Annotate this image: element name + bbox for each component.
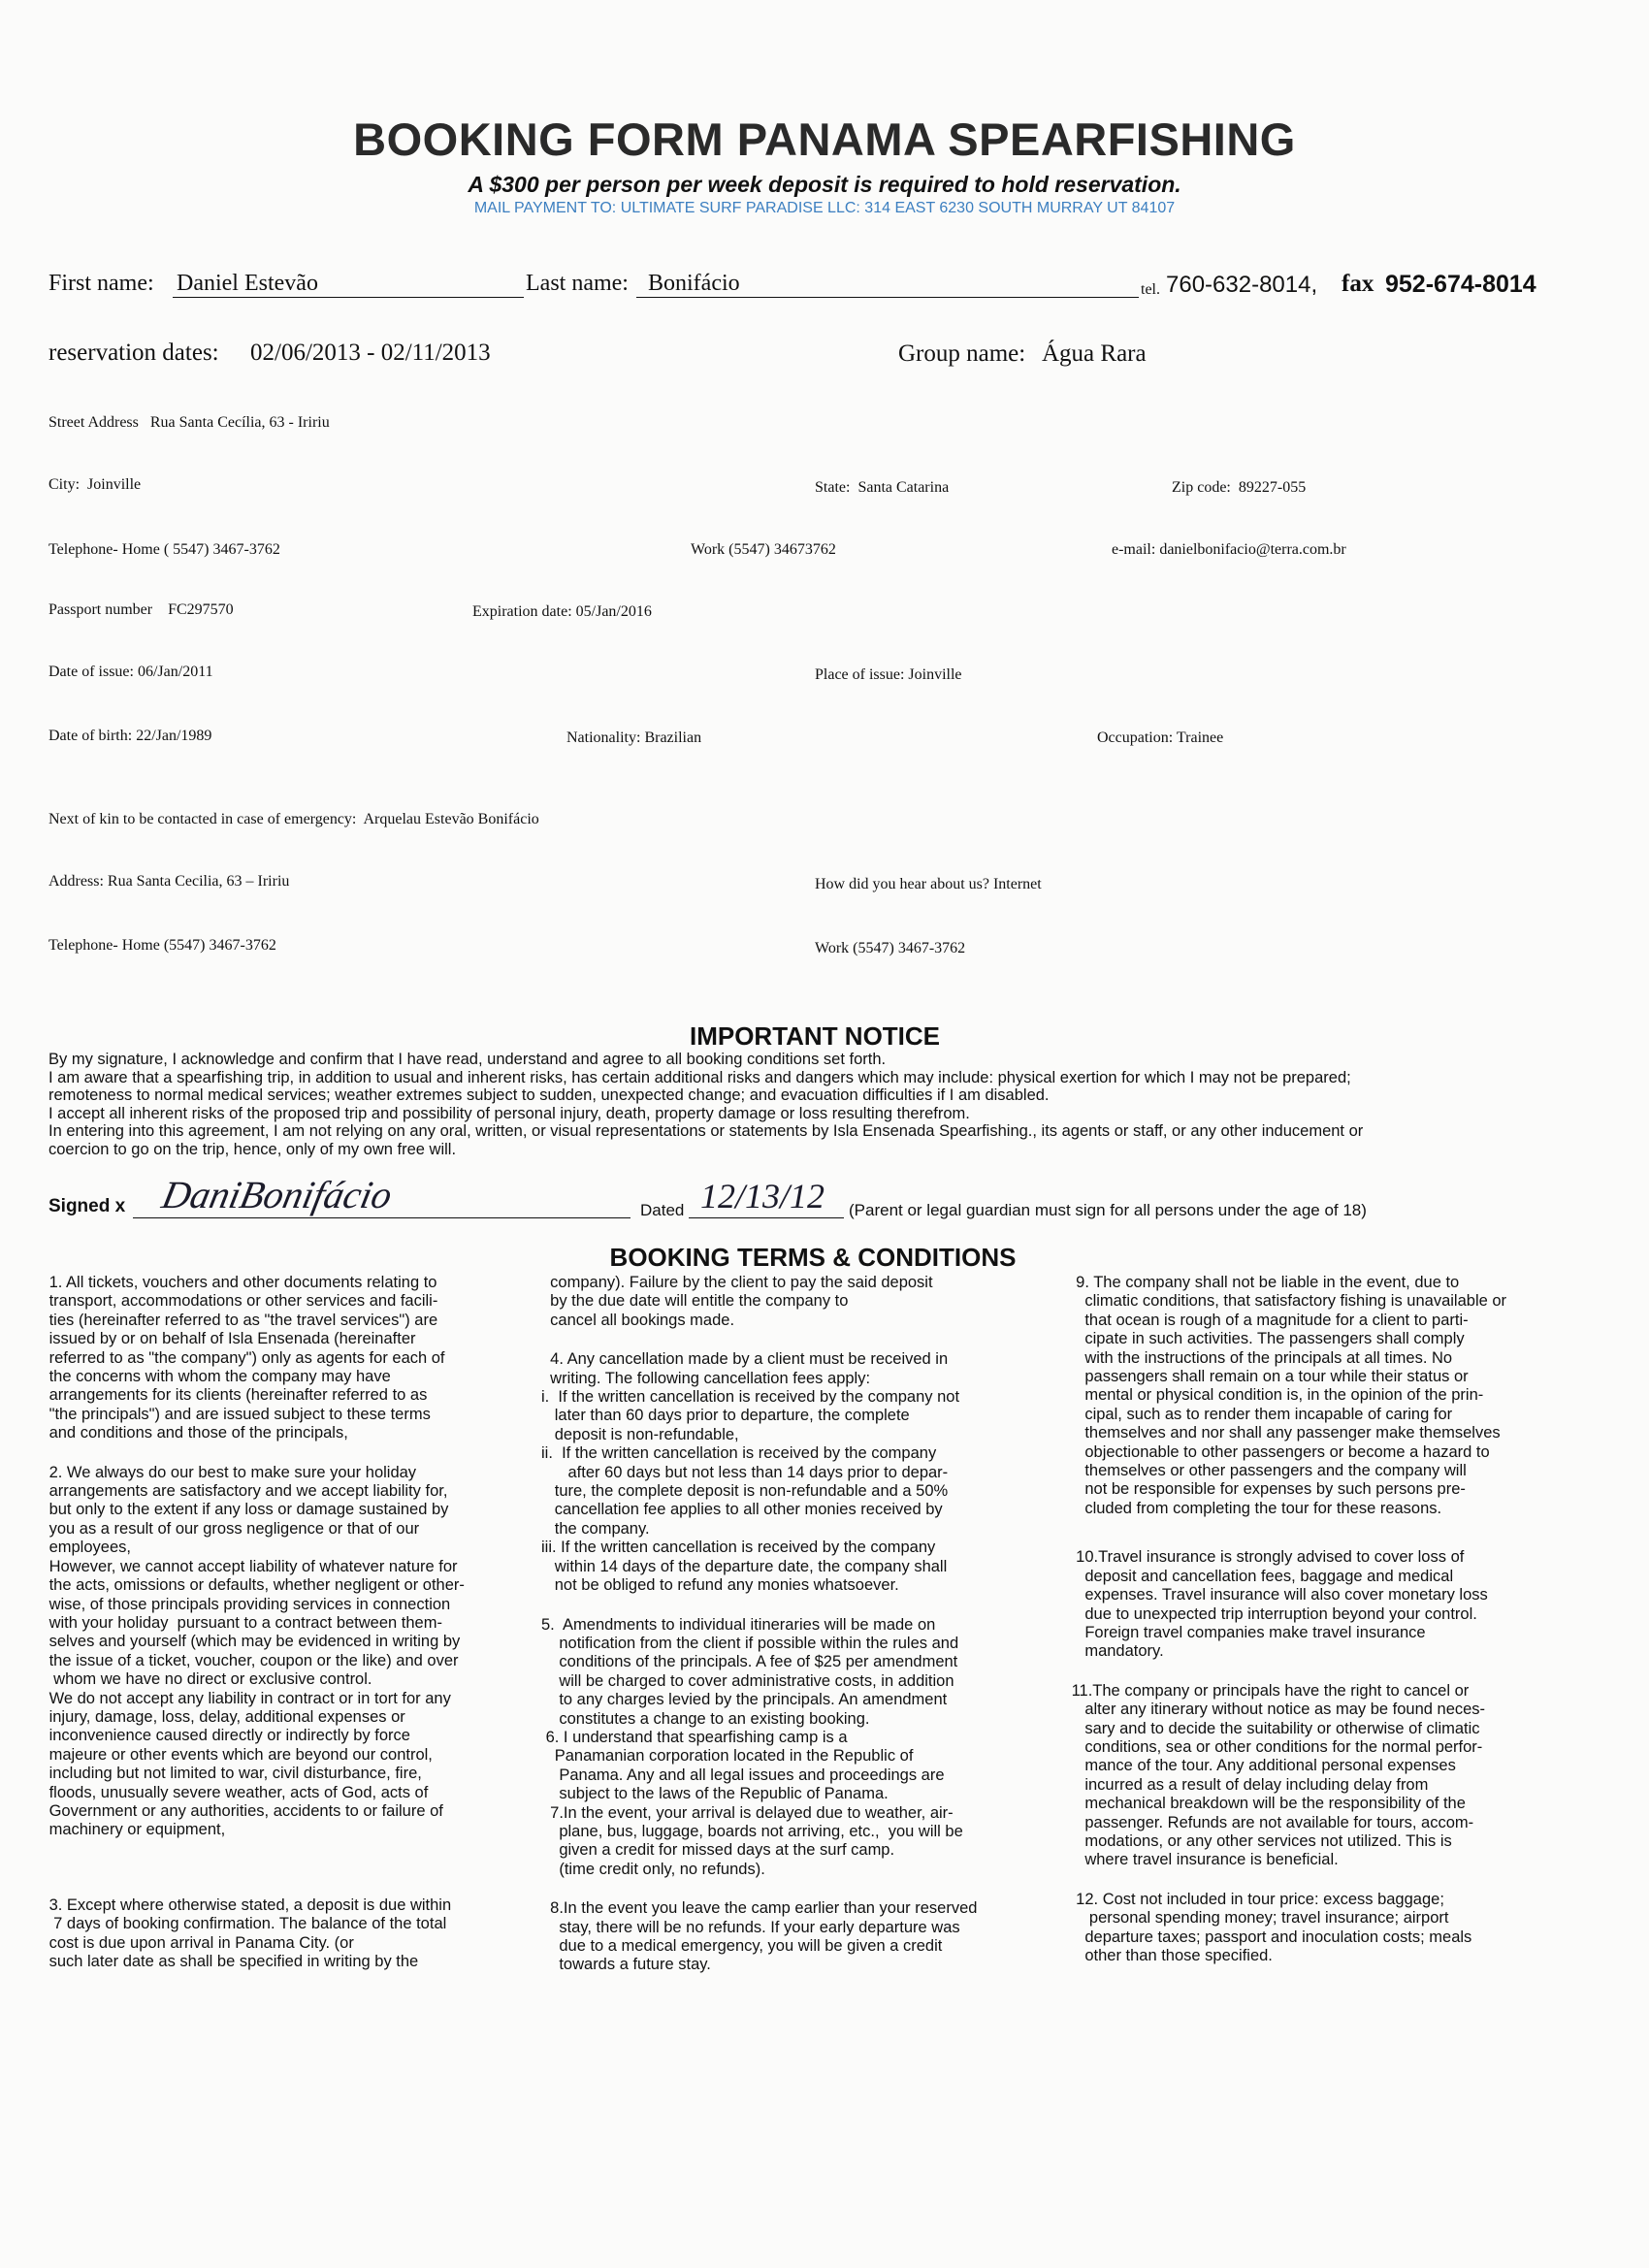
- issue-date-value: 06/Jan/2011: [137, 664, 213, 680]
- term-line: the acts, omissions or defaults, whether negligent or other-: [45, 1576, 465, 1595]
- state-row: [815, 479, 949, 497]
- first-name-label: First name:: [48, 271, 154, 296]
- term-line: given a credit for missed days at the surf camp.: [541, 1841, 895, 1860]
- term-line: majeure or other events which are beyond our control,: [45, 1745, 433, 1764]
- term-line: Government or any authorities, accidents to or failure of: [45, 1801, 443, 1820]
- work-phone-value: (5547) 34673762: [728, 541, 836, 558]
- term-line: sary and to decide the suitability or otherwise of climatic: [1067, 1719, 1480, 1737]
- term-line: machinery or equipment,: [45, 1821, 226, 1839]
- term-4: [541, 1350, 977, 1595]
- email-row: [1112, 541, 1346, 559]
- kin-address-label: Address:: [48, 873, 104, 890]
- home-phone-label: Telephone- Home: [48, 541, 160, 558]
- term-10: [1067, 1548, 1506, 1661]
- occupation-label: Occupation:: [1097, 729, 1174, 746]
- term-line: 5. Amendments to individual itineraries will be made on: [541, 1615, 936, 1634]
- kin-work-phone-label: Work: [815, 940, 850, 956]
- term-line: within 14 days of the departure date, the company shall: [541, 1557, 948, 1575]
- term-line: "the principals") and are issued subject to these terms: [45, 1405, 431, 1423]
- term-line: climatic conditions, that satisfactory fishing is unavailable or: [1067, 1292, 1507, 1311]
- kin-work-phone-row: [815, 940, 965, 957]
- term-line: stay, there will be no refunds. If your early departure was: [541, 1918, 960, 1936]
- term-line: referred to as "the company") only as agents for each of: [45, 1348, 445, 1367]
- city-value: Joinville: [87, 476, 142, 493]
- issue-place-value: Joinville: [908, 666, 962, 683]
- term-line: mandatory.: [1067, 1642, 1164, 1661]
- term-line: Panama. Any and all legal issues and proceedings are: [541, 1766, 945, 1784]
- kin-work-phone-value: (5547) 3467-3762: [853, 940, 966, 956]
- term-line: cipate in such activities. The passengers shall comply: [1067, 1330, 1465, 1348]
- reservation-dates: 02/06/2013 - 02/11/2013: [250, 340, 491, 366]
- kin-home-phone-value: (5547) 3467-3762: [163, 937, 276, 954]
- term-line: not be responsible for expenses by such persons pre-: [1067, 1480, 1466, 1499]
- term-line: other than those specified.: [1067, 1947, 1273, 1964]
- email-value: danielbonifacio@terra.com.br: [1159, 541, 1346, 558]
- city-row: [48, 476, 141, 494]
- term-line: 1. All tickets, vouchers and other documents relating to: [45, 1274, 437, 1291]
- term-line: injury, damage, loss, delay, additional expenses or: [45, 1707, 405, 1726]
- last-name-label: Last name:: [526, 271, 629, 296]
- terms-column-1: [45, 1274, 465, 1989]
- term-line: 12. Cost not included in tour price: excess baggage;: [1067, 1890, 1444, 1908]
- important-notice-text: [48, 1051, 1363, 1158]
- term-line: alter any itinerary without notice as may be found neces-: [1067, 1701, 1486, 1719]
- work-phone-label: Work: [691, 541, 726, 558]
- state-value: Santa Catarina: [857, 479, 950, 496]
- term-line: However, we cannot accept liability of whatever nature for: [45, 1557, 458, 1575]
- street-label: Street Address: [48, 414, 139, 431]
- issue-place-label: Place of issue:: [815, 666, 905, 683]
- kin-home-phone-label: Telephone- Home: [48, 937, 160, 954]
- term-line: 10.Travel insurance is strongly advised to cover loss of: [1067, 1548, 1465, 1567]
- term-line: constitutes a change to an existing booking.: [541, 1709, 870, 1728]
- term-line: due to a medical emergency, you will be given a credit: [541, 1937, 943, 1955]
- guardian-note: (Parent or legal guardian must sign for all persons under the age of 18): [849, 1201, 1367, 1219]
- zip-row: [1172, 479, 1306, 497]
- term-line: cost is due upon arrival in Panama City. (or: [45, 1933, 354, 1952]
- term-line: but only to the extent if any loss or damage sustained by: [45, 1501, 449, 1519]
- fax-value: 952-674-8014: [1385, 271, 1536, 298]
- term-line: Foreign travel companies make travel insurance: [1067, 1623, 1426, 1641]
- referral-row: [815, 876, 1042, 893]
- street-value: Rua Santa Cecília, 63 - Iririu: [149, 414, 330, 431]
- term-line: We do not accept any liability in contract or in tort for any: [45, 1689, 451, 1707]
- term-2: [45, 1464, 465, 1840]
- signed-label-text: Signed x: [48, 1196, 126, 1216]
- issue-date-row: [48, 664, 213, 681]
- dob-label: Date of birth:: [48, 728, 133, 744]
- term-9: [1067, 1274, 1506, 1518]
- term-line: departure taxes; passport and inoculation costs; meals: [1067, 1928, 1472, 1946]
- term-line: 2. We always do our best to make sure your holiday: [45, 1463, 417, 1481]
- term-line: ture, the complete deposit is non-refundable and a 50%: [541, 1482, 949, 1501]
- term-line: passengers shall remain on a tour while their status or: [1067, 1368, 1469, 1386]
- term-line: passenger. Refunds are not available for tours, accom-: [1067, 1813, 1474, 1831]
- term-line: ii. If the written cancellation is received by the company: [541, 1444, 937, 1463]
- term-line: not be obliged to refund any monies whatsoever.: [541, 1576, 899, 1595]
- city-label: City:: [48, 476, 81, 493]
- mail-payment-address: MAIL PAYMENT TO: ULTIMATE SURF PARADISE LLC: 314 EAST 6230 SOUTH MURRAY UT 84107: [473, 200, 1176, 216]
- term-line: wise, of those principals providing services in connection: [45, 1595, 451, 1613]
- notice-line: I accept all inherent risks of the proposed trip and possibility of personal injury, death, property damage or loss resulting therefrom.: [48, 1104, 970, 1122]
- term-line: the company.: [541, 1519, 650, 1538]
- term-line: subject to the laws of the Republic of Panama.: [541, 1785, 889, 1803]
- passport-value: FC297570: [168, 601, 234, 618]
- reservation-label: reservation dates:: [48, 340, 219, 366]
- term-8: [541, 1899, 977, 1975]
- signed-label: [48, 1196, 125, 1217]
- notice-line: I am aware that a spearfishing trip, in addition to usual and inherent risks, has certain additional risks and dangers which may include: physical exertion for which I may not be prepared;: [48, 1068, 1351, 1086]
- term-11: [1067, 1682, 1506, 1870]
- term-line: deposit and cancellation fees, baggage and medical: [1067, 1567, 1454, 1585]
- occupation-value: Trainee: [1176, 729, 1224, 746]
- term-line: iii. If the written cancellation is received by the company: [541, 1539, 936, 1557]
- term-line: 11.The company or principals have the right to cancel or: [1067, 1681, 1470, 1700]
- terms-column-2: [541, 1274, 977, 1993]
- term-line: will be charged to cover administrative costs, in addition: [541, 1671, 954, 1690]
- form-title: BOOKING FORM PANAMA SPEARFISHING: [353, 113, 1296, 165]
- zip-label: Zip code:: [1172, 479, 1231, 496]
- term-line: 4. Any cancellation made by a client must be received in: [541, 1350, 949, 1369]
- term-12: [1067, 1891, 1506, 1966]
- term-3: [45, 1896, 465, 1972]
- street-row: [48, 414, 330, 432]
- term-line: 3. Except where otherwise stated, a deposit is due within: [45, 1895, 452, 1914]
- term-line: where travel insurance is beneficial.: [1067, 1851, 1339, 1869]
- term-line: inconvenience caused directly or indirectly by force: [45, 1727, 410, 1745]
- term-line: plane, bus, luggage, boards not arriving, etc., you will be: [541, 1822, 963, 1840]
- term-line: cipal, such as to render them incapable of caring for: [1067, 1405, 1453, 1423]
- term-line: (time credit only, no refunds).: [541, 1860, 765, 1878]
- term-line: ties (hereinafter referred to as "the travel services") are: [45, 1311, 438, 1329]
- notice-line: By my signature, I acknowledge and confirm that I have read, understand and agree to all booking conditions set forth.: [48, 1051, 887, 1068]
- email-label: e-mail:: [1112, 541, 1156, 558]
- term-line: floods, unusually severe weather, acts of God, acts of: [45, 1783, 429, 1801]
- term-line: the concerns with whom the company may have: [45, 1368, 391, 1386]
- group-name-label: Group name:: [898, 340, 1026, 367]
- next-of-kin-row: [48, 811, 539, 828]
- term-line: after 60 days but not less than 14 days prior to depar-: [541, 1463, 949, 1481]
- zip-value: 89227-055: [1238, 479, 1307, 496]
- signature: DaniBonifácio: [158, 1173, 397, 1216]
- term-line: notification from the client if possible within the rules and: [541, 1634, 959, 1652]
- term-line: to any charges levied by the principals. An amendment: [541, 1691, 948, 1709]
- term-line: and conditions and those of the principals,: [45, 1424, 348, 1442]
- first-name-value: [173, 271, 524, 298]
- terms-5-to-7: [541, 1616, 977, 1880]
- work-phone-row: [691, 541, 836, 559]
- occupation-row: [1097, 729, 1223, 747]
- expiration-label: Expiration date:: [472, 603, 572, 620]
- notice-line: coercion to go on the trip, hence, only of my own free will.: [48, 1140, 457, 1158]
- term-line: cancellation fee applies to all other monies received by: [541, 1501, 943, 1519]
- deposit-note: A $300 per person per week deposit is required to hold reservation.: [468, 172, 1181, 197]
- term-line: deposit is non-refundable,: [541, 1425, 739, 1443]
- term-line: conditions, sea or other conditions for the normal perfor-: [1067, 1737, 1483, 1756]
- kin-address-value: Rua Santa Cecilia, 63 – Iririu: [107, 873, 290, 890]
- term-line: due to unexpected trip interruption beyond your control.: [1067, 1604, 1477, 1623]
- term-1: [45, 1274, 465, 1443]
- kin-address-row: [48, 873, 289, 891]
- term-line: conditions of the principals. A fee of $25 per amendment: [541, 1653, 958, 1671]
- next-of-kin-value: Arquelau Estevão Bonifácio: [363, 811, 539, 827]
- issue-date-label: Date of issue:: [48, 664, 134, 680]
- term-line: with your holiday pursuant to a contract between them-: [45, 1613, 442, 1632]
- term-line: personal spending money; travel insurance; airport: [1067, 1909, 1449, 1928]
- term-line: that ocean is rough of a magnitude for a client to parti-: [1067, 1311, 1469, 1329]
- term-line: mance of the tour. Any additional personal expenses: [1067, 1757, 1456, 1775]
- term-line: selves and yourself (which may be evidenced in writing by: [45, 1633, 461, 1651]
- term-line: i. If the written cancellation is received by the company not: [541, 1388, 960, 1407]
- term-line: arrangements are satisfactory and we accept liability for,: [45, 1482, 448, 1501]
- term-line: themselves and nor shall any passenger make themselves: [1067, 1424, 1501, 1442]
- term-line: writing. The following cancellation fees apply:: [541, 1369, 871, 1387]
- term-line: including but not limited to war, civil disturbance, fire,: [45, 1765, 422, 1783]
- important-notice-heading: IMPORTANT NOTICE: [689, 1021, 941, 1051]
- term-line: themselves or other passengers and the company will: [1067, 1462, 1467, 1480]
- referral-value: Internet: [992, 876, 1042, 892]
- notice-line: remoteness to normal medical services; weather extremes subject to sudden, unexpected change; and evacuation difficulties if I am disabled.: [48, 1086, 1050, 1104]
- term-line: arrangements for its clients (hereinafter referred to as: [45, 1386, 428, 1405]
- state-label: State:: [815, 479, 851, 496]
- term-line: 7 days of booking confirmation. The balance of the total: [45, 1915, 447, 1933]
- term-line: incurred as a result of delay including delay from: [1067, 1775, 1429, 1794]
- term-line: Panamanian corporation located in the Republic of: [541, 1747, 914, 1766]
- term-line: you as a result of our gross negligence or that of our: [45, 1519, 420, 1538]
- term-line: 7.In the event, your arrival is delayed due to weather, air-: [541, 1803, 954, 1822]
- term-line: cancel all bookings made.: [541, 1311, 735, 1329]
- next-of-kin-label: Next of kin to be contacted in case of emergency:: [48, 811, 357, 827]
- referral-label: How did you hear about us?: [815, 876, 989, 892]
- dob-value: 22/Jan/1989: [136, 728, 212, 744]
- term-line: 8.In the event you leave the camp earlier than your reserved: [541, 1899, 978, 1918]
- tel-label: tel.: [1141, 281, 1160, 298]
- term-line: by the due date will entitle the company to: [541, 1292, 849, 1311]
- passport-label: Passport number: [48, 601, 153, 618]
- nationality-row: [566, 729, 701, 747]
- term-line: expenses. Travel insurance will also cover monetary loss: [1067, 1586, 1488, 1604]
- terms-heading: BOOKING TERMS & CONDITIONS: [609, 1243, 1017, 1272]
- home-phone-value: ( 5547) 3467-3762: [163, 541, 280, 558]
- term-line: company). Failure by the client to pay the said deposit: [541, 1274, 933, 1291]
- notice-line: In entering into this agreement, I am not relying on any oral, written, or visual representations or statements by Isla Ensenada Spearfishing., its agents or staff, or any other inducement or: [48, 1122, 1364, 1140]
- term-line: issued by or on behalf of Isla Ensenada (hereinafter: [45, 1330, 416, 1348]
- term-line: 9. The company shall not be liable in the event, due to: [1067, 1274, 1460, 1291]
- nationality-value: Brazilian: [644, 729, 702, 746]
- expiration-value: 05/Jan/2016: [575, 603, 652, 620]
- passport-row: [48, 601, 234, 619]
- tel-value: 760-632-8014,: [1166, 272, 1318, 298]
- term-line: cluded from completing the tour for these reasons.: [1067, 1499, 1442, 1517]
- first-name-text: Daniel Estevão: [177, 271, 318, 296]
- term-line: modations, or any other services not utilized. This is: [1067, 1831, 1452, 1850]
- term-line: employees,: [45, 1539, 131, 1557]
- term-line: mental or physical condition is, in the opinion of the prin-: [1067, 1386, 1484, 1405]
- term-line: mechanical breakdown will be the responsibility of the: [1067, 1795, 1466, 1813]
- term-line: such later date as shall be specified in writing by the: [45, 1953, 419, 1970]
- last-name-value: [636, 271, 1139, 298]
- issue-place-row: [815, 666, 962, 684]
- term-3-continued: [541, 1274, 977, 1330]
- term-line: the issue of a ticket, voucher, coupon or the like) and over: [45, 1651, 459, 1669]
- term-line: transport, accommodations or other services and facili-: [45, 1292, 438, 1311]
- group-name-value: Água Rara: [1042, 340, 1147, 367]
- dated-label: Dated: [640, 1201, 685, 1219]
- home-phone-row: [48, 541, 280, 559]
- term-line: objectionable to other passengers or become a hazard to: [1067, 1442, 1490, 1461]
- term-line: whom we have no direct or exclusive control.: [45, 1670, 372, 1689]
- expiration-row: [472, 603, 652, 621]
- dob-row: [48, 728, 211, 745]
- kin-home-phone-row: [48, 937, 276, 955]
- term-line: later than 60 days prior to departure, the complete: [541, 1407, 910, 1425]
- terms-column-3: [1067, 1274, 1506, 1983]
- term-line: with the instructions of the principals at all times. No: [1067, 1348, 1453, 1367]
- fax-label: fax: [1342, 271, 1374, 297]
- last-name-text: Bonifácio: [648, 271, 740, 296]
- nationality-label: Nationality:: [566, 729, 641, 746]
- term-line: 6. I understand that spearfishing camp is a: [541, 1728, 848, 1746]
- signed-date: 12/13/12: [700, 1177, 825, 1215]
- term-line: towards a future stay.: [541, 1956, 711, 1974]
